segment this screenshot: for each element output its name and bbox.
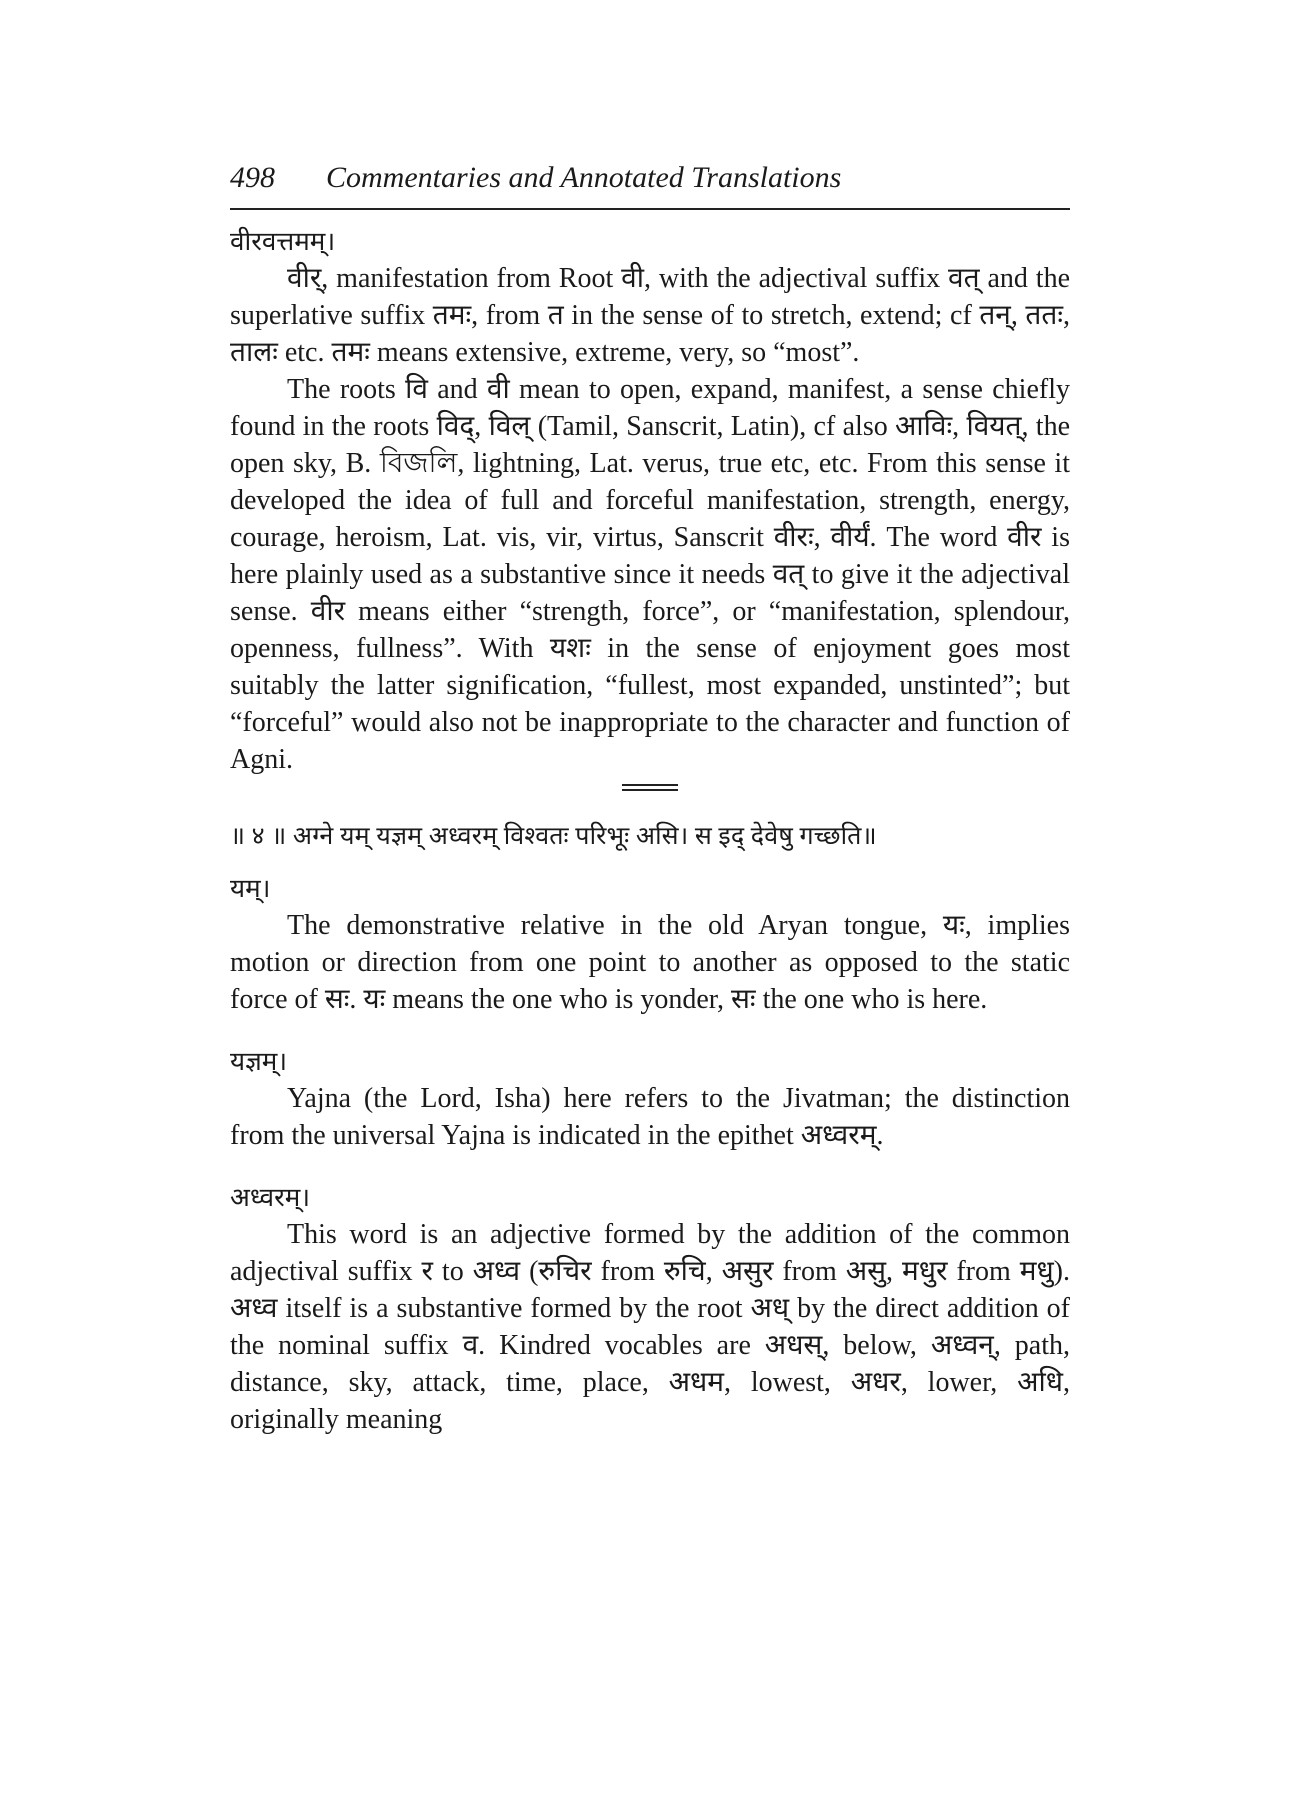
page-number: 498 bbox=[230, 161, 275, 194]
paragraph: The demonstrative relative in the old Aryan tongue, यः, implies motion or direction from one point to another as opposed to the static force of सः. यः means the one who is yonder, सः the one who is here. bbox=[230, 910, 1070, 1015]
section-yam bbox=[230, 871, 1070, 1018]
paragraph: वीर्, manifestation from Root वी, with the adjectival suffix वत् and the superlative suffix तमः, from त in the sense of to stretch, extend; cf तन्, ततः, तालः etc. तमः means extensive, extreme, very, so “most”. bbox=[230, 263, 1070, 368]
running-title: Commentaries and Annotated Translations bbox=[326, 161, 842, 194]
section-viravattamam bbox=[230, 224, 1070, 778]
paragraph: The roots वि and वी mean to open, expand, manifest, a sense chiefly found in the roots विद्, विल् (Tamil, Sanscrit, Latin), cf also आविः, वियत्, the open sky, B. বিজলি, lightning, Lat. verus, true etc, etc. From this sense it developed the idea of full and forceful manifestation, strength, energy, courage, heroism, Lat. vis, vir, virtus, Sanscrit वीरः, वीर्यं. The word वीर is here plainly used as a substantive since it needs वत् to give it the adjectival sense. वीर means either “strength, force”, or “manifestation, splendour, openness, fullness”. With यशः in the sense of enjoyment goes most suitably the latter signification, “fullest, most expanded, unstinted”; but “forceful” would also not be inappropriate to the character and function of Agni. bbox=[230, 374, 1070, 775]
verse-line: ॥ ४ ॥ अग्ने यम् यज्ञम् अध्वरम् विश्वतः परिभूः असि। स इद् देवेषु गच्छति॥ bbox=[230, 823, 877, 850]
page-body bbox=[230, 224, 1070, 1438]
section-heading: यज्ञम्। bbox=[230, 1047, 288, 1076]
book-page bbox=[230, 160, 1070, 1438]
section-divider bbox=[622, 784, 678, 791]
section-heading: वीरवत्तमम्। bbox=[230, 227, 336, 256]
section-heading: यम्। bbox=[230, 874, 271, 903]
paragraph: This word is an adjective formed by the addition of the common adjectival suffix र to अध्व (रुचिर from रुचि, असुर from असु, मधुर from मधु). अध्व itself is a substantive formed by the root अध् by the direct addition of the nominal suffix व. Kindred vocables are अधस्, below, अध्वन्, path, distance, sky, attack, time, place, अधम, lowest, अधर, lower, अधि, originally meaning bbox=[230, 1219, 1070, 1435]
section-adhvaram bbox=[230, 1180, 1070, 1438]
section-yajnam bbox=[230, 1044, 1070, 1154]
section-heading: अध्वरम्। bbox=[230, 1183, 311, 1212]
paragraph: Yajna (the Lord, Isha) here refers to the Jivatman; the distinction from the universal Yajna is indicated in the epithet अध्वरम्. bbox=[230, 1083, 1070, 1151]
running-header bbox=[230, 160, 1070, 210]
